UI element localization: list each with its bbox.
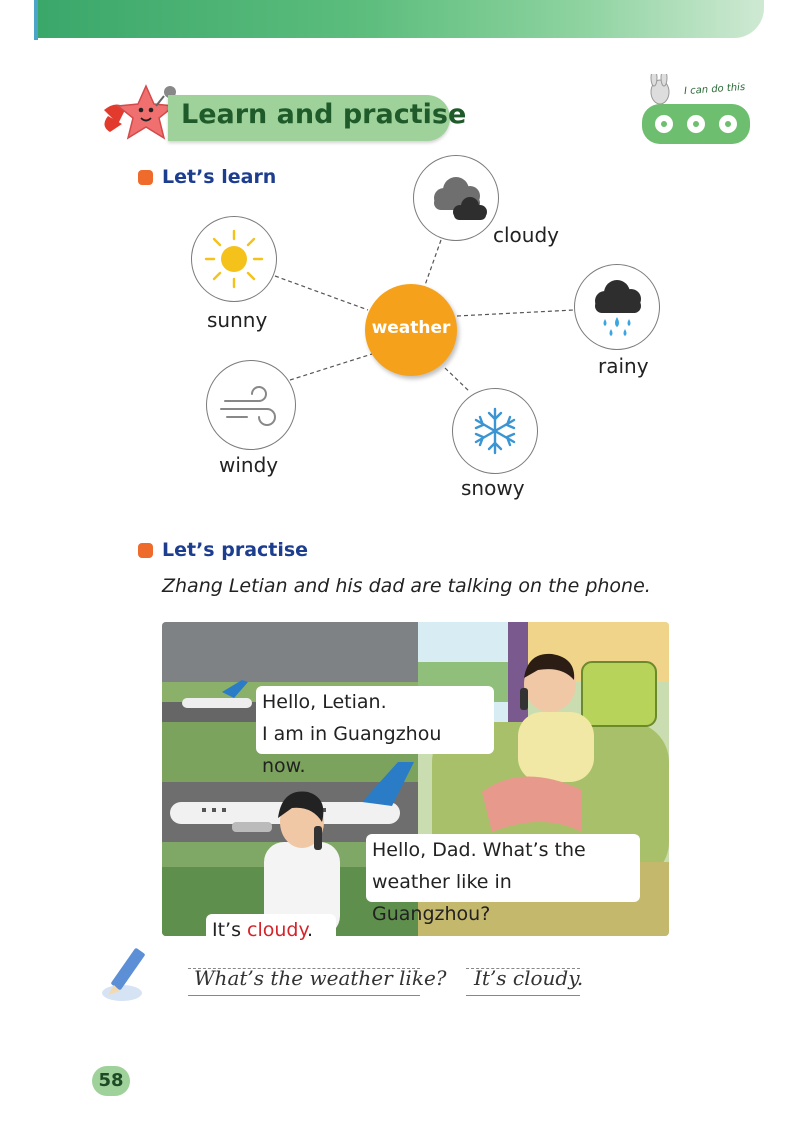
answer-suffix: . [307,919,314,941]
answer-weather-word: cloudy [247,919,308,941]
sun-icon [192,217,276,301]
section-title: Learn and practise [181,99,467,130]
practise-intro: Zhang Letian and his dad are talking on the phone. [162,575,651,597]
rain-icon [575,265,659,349]
handwriting-line-1: What’s the weather like? [194,966,447,990]
cloud-icon [414,156,498,240]
son-speech-bubble [366,834,640,925]
dad-line-2: I am in Guangzhou now. [262,723,442,777]
snowy-icon-circle [452,388,538,474]
word-cloudy: cloudy [493,223,559,247]
word-rainy: rainy [598,354,649,378]
son-line-1: Hello, Dad. What’s the [372,839,586,861]
answer-prefix: It’s [212,919,248,941]
dad-line-1: Hello, Letian. [262,691,387,713]
pencil-icon [100,945,160,1005]
practise-heading: Let’s practise [162,539,309,561]
word-sunny: sunny [207,308,268,332]
page-number: 58 [92,1066,130,1096]
learn-heading: Let’s learn [162,166,277,188]
dad-speech-bubble [256,686,494,777]
cloudy-icon-circle [413,155,499,241]
word-snowy: snowy [461,476,525,500]
snowflake-icon [453,389,537,473]
word-web-connectors [0,0,800,520]
weather-center-label: weather [371,318,451,338]
windy-icon-circle [206,360,296,450]
wind-icon [207,361,295,449]
word-windy: windy [219,453,279,477]
can-do-badge-text: I can do this [683,81,746,98]
son-line-2: weather like in Guangzhou? [372,871,512,925]
sunny-icon-circle [191,216,277,302]
practise-bullet [138,543,153,558]
answer-speech-bubble [206,914,336,948]
handwriting-line-2: It’s cloudy. [474,966,584,990]
rainy-icon-circle [574,264,660,350]
